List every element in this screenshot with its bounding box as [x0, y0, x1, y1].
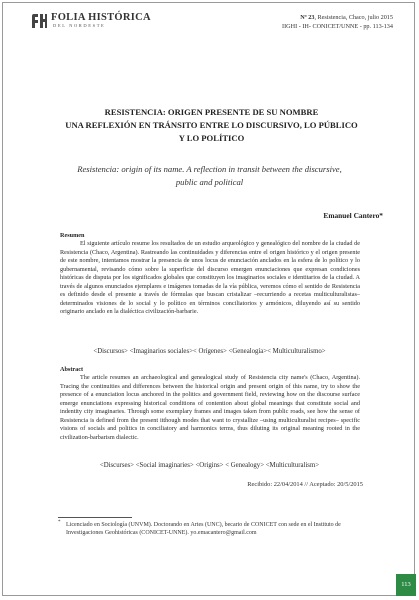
- subtitle-line: public and political: [175, 177, 244, 187]
- journal-header: [30, 12, 393, 38]
- author-name: Emanuel Cantero*: [323, 211, 383, 220]
- issue-info: [282, 14, 393, 31]
- resumen-section: [60, 232, 360, 317]
- author-footnote: [58, 521, 358, 537]
- footnote-text: Licenciado en Sociología (UNVM). Doctorando en Artes (UNC), becario de CONICET con sede en el Instituto de Investigaciones Geohistóricas (CONICET-UNNE). yo.emacantero@gmail.com: [66, 522, 341, 536]
- resumen-heading: Resumen: [60, 232, 85, 239]
- title-line: UNA REFLEXIÓN EN TRÁNSITO ENTRE LO DISCURSIVO, LO PÚBLICO: [65, 120, 358, 130]
- journal-subname: DEL NORDESTE: [53, 23, 106, 28]
- issue-number: Nº 23: [300, 14, 315, 21]
- abstract-section: [60, 366, 360, 442]
- issue-place-date: , Resistencia, Chaco, julio 2015: [314, 14, 393, 21]
- abstract-text: The article resumes an archaeological and genealogical study of Resistencia city name's (Chaco, Argentina). Tracing the continuities and differences between the historical origin and present origin of this name, try to show the presence of a enunciation locus anchored in the politics and government field, reviewing how on the discourse surface emerge enunciations expressing historical conditions of contention about global meanings that constitute social and indentity city imaginaries. Through some exemplary frames and images taken from public roads, see how the sense of Resistencia is defined from the present itthough modes that want to crystallize –using multiculturalist recipes– specific visions of socials and politics in conciliatory and harmonics terms, thus diluting its original meaning rooted in the civilization-barbarism dialectic.: [60, 374, 360, 441]
- footnote-divider: [58, 517, 132, 518]
- received-accepted-dates: Recibido: 22/04/2014 // Aceptado: 20/5/2015: [247, 481, 363, 488]
- title-line: RESISTENCIA: ORIGEN PRESENTE DE SU NOMBRE: [104, 107, 319, 117]
- journal-name: FOLIA HISTÓRICA: [51, 12, 151, 23]
- journal-logo: [30, 12, 151, 30]
- subtitle-line: Resistencia: origin of its name. A reflection in transit between the discursive,: [77, 164, 342, 174]
- footnote-marker: *: [58, 520, 61, 525]
- issue-line-2: IIGHI - IH- CONICET/UNNE - pp. 113-134: [282, 22, 393, 30]
- article-subtitle: [40, 163, 379, 189]
- abstract-keywords: <Discurses> <Social imaginaries> <Origins> < Genealogy> <Multiculturalism>: [99, 462, 320, 469]
- abstract-heading: Abstract: [60, 366, 84, 373]
- issue-line-1: [282, 14, 393, 23]
- resumen-keywords: <Discursos> <Imaginarios sociales>< Orígenes> <Genealogía>< Multiculturalismo>: [93, 348, 326, 355]
- article-title: [40, 106, 383, 145]
- page-number-tab: 113: [396, 574, 416, 596]
- journal-logo-icon: [30, 12, 48, 30]
- resumen-text: El siguiente artículo resume los resultados de un estudio arqueológico y genealógico del nombre de la ciudad de Resistencia (Chaco, Argentina). Rastreando las continuidades y diferencias entre el origen histórico y el origen presente de este nombre, intentamos mostrar la presencia de unos locus de enunciación anclados en la esfera de lo político y lo gubernamental, revisando cómo sobre la superficie del discurso emergen enunciaciones que expresan condiciones históricas de disputa por los significados globales que constituyen los imaginarios sociales e identitarios de la ciudad. A través de algunos enunciados ejemplares e imágenes tomadas de la vía pública, veremos cómo el sentido de Resistencia es definido desde el presente a través de fórmulas que buscan cristalizar –recurriendo a recetas multiculturalistas– determinados visiones de lo social y lo político en términos conciliatorios y armónicos, diluyendo así su sentido originario anclado en la dialéctica civilización-barbarie.: [60, 240, 360, 315]
- title-line: Y LO POLÍTICO: [178, 133, 245, 143]
